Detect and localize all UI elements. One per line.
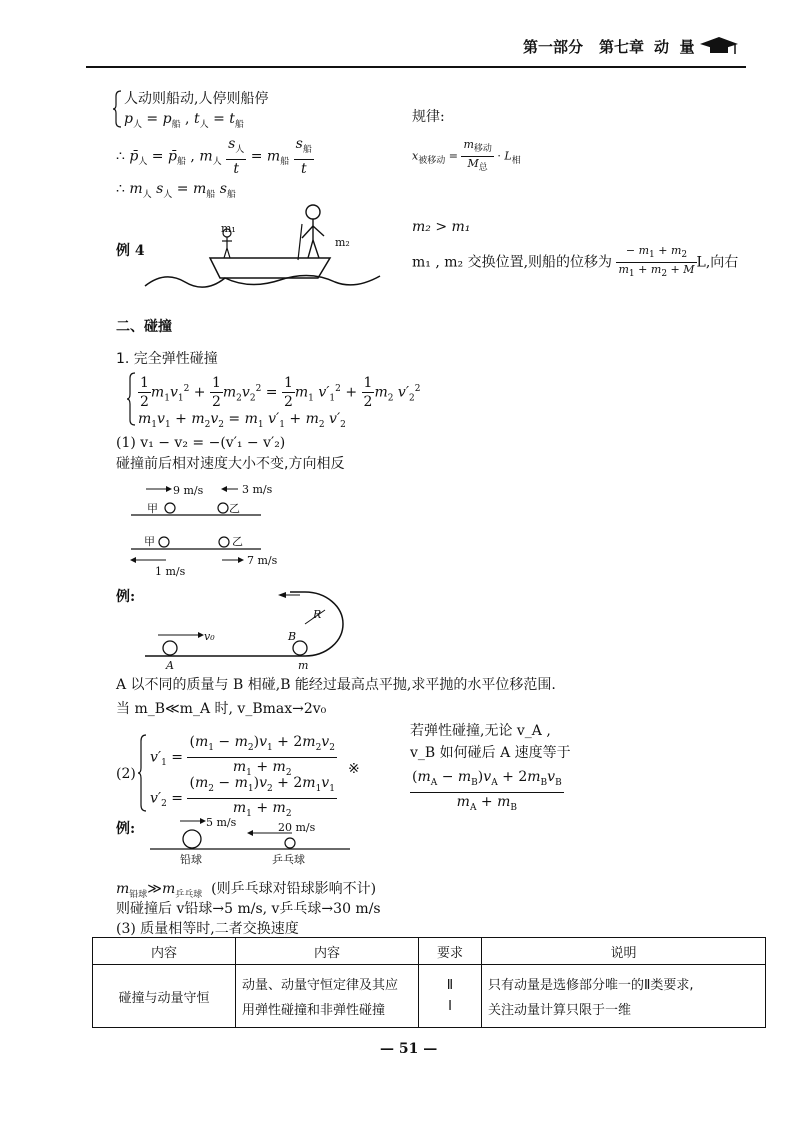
- table-cell-topic: 碰撞与动量守恒: [93, 965, 236, 1028]
- loop-track-diagram: [140, 580, 360, 670]
- displacement-eq: ∴ $m_人$ $s_人 = m_船$ $s_船$: [116, 181, 236, 200]
- boat-m1-label: m₁: [221, 222, 236, 235]
- lead-ball-velocity: 5 m/s: [206, 816, 237, 829]
- loop-mass-label: m: [298, 659, 309, 672]
- boat-diagram: [140, 198, 400, 298]
- brace-symbol: [138, 734, 148, 812]
- rule-label: 规律:: [412, 109, 445, 125]
- diagram1-v2-label: 3 m/s: [242, 483, 273, 496]
- loop-v0-label: v₀: [204, 630, 215, 643]
- table-header: 说明: [482, 938, 766, 965]
- note-line-2: v_B 如何碰后 A 速度等于: [410, 745, 571, 761]
- header-title: 动 量: [654, 38, 695, 56]
- example-loop-label: 例:: [116, 589, 136, 605]
- brace-line-1: 人动则船动,人停则船停: [124, 91, 269, 107]
- table-row: [93, 965, 766, 1028]
- table-header-row: [93, 938, 766, 965]
- brace-symbol: [113, 90, 123, 128]
- requirements-table: [92, 937, 766, 1028]
- section-heading-collision: 二、碰撞: [116, 319, 172, 335]
- example-ball-label: 例:: [116, 821, 136, 837]
- content-line-2: 用弹性碰撞和非弹性碰撞: [242, 1003, 386, 1018]
- equal-mass-text: (3) 质量相等时,二者交换速度: [116, 921, 299, 937]
- subheading-elastic: 1. 完全弹性碰撞: [116, 351, 218, 367]
- swap-statement: [412, 244, 738, 281]
- note-cell-line-1: 只有动量是选修部分唯一的Ⅱ类要求,: [488, 978, 694, 993]
- graduation-cap-icon: [698, 34, 740, 56]
- diagram1-ball-b-label: 乙: [229, 502, 240, 515]
- loop-question: A 以不同的质量与 B 相碰,B 能经过最高点平抛,求平抛的水平位移范围.: [116, 677, 556, 693]
- note-mark: ※: [348, 761, 360, 777]
- table-cell-requirement: [419, 965, 482, 1028]
- mass-comparison-note: (则乒乓球对铅球影响不计): [211, 881, 377, 897]
- mass-comparison: $m_{铅球}≫m_{乒乓球}$ (则乒乓球对铅球影响不计): [116, 881, 377, 900]
- requirement-line-1: Ⅱ: [446, 978, 454, 993]
- limit-statement: 当 m_B≪m_A 时, v_Bmax→2v₀: [116, 701, 327, 717]
- loop-ball-b-label: B: [288, 630, 297, 643]
- pingpong-ball-label: 乒乓球: [272, 853, 305, 866]
- note-line-1: 若弹性碰撞,无论 v_A ,: [410, 723, 551, 739]
- note-cell-line-2: 关注动量计算只限于一维: [488, 1003, 632, 1018]
- ball-collision-diagram: [150, 815, 350, 855]
- header-part: 第一部分: [523, 38, 584, 56]
- diagram2-v1-label: 1 m/s: [155, 565, 186, 578]
- pingpong-velocity: 20 m/s: [278, 821, 316, 834]
- rule-condition: m₂ > m₁: [412, 219, 471, 235]
- relative-velocity-eq: (1) v₁ − v₂ = −(v′₁ − v′₂): [116, 435, 286, 451]
- loop-radius-label: R: [313, 608, 322, 621]
- diagram2-ball-a-label: 甲: [144, 535, 155, 548]
- relative-velocity-text: 碰撞前后相对速度大小不变,方向相反: [116, 456, 345, 472]
- page-number: — 51 —: [380, 1041, 438, 1057]
- content-line-1: 动量、动量守恒定律及其应: [242, 978, 399, 993]
- swap-text-before: m₁ , m₂ 交换位置,则船的位移为: [412, 254, 613, 271]
- momentum-eq: $m_1v_1 + m_2v_2 = m_1$ $v'_1 + m_2$ $v'_2$: [138, 411, 346, 430]
- note-formula: $\frac{(m_A - m_B)v_A + 2m_Bv_B}{m_A + m_B}$: [412, 769, 562, 813]
- eq2-label: (2): [116, 766, 136, 782]
- header-chapter: 第七章: [599, 38, 645, 56]
- lead-ball-label: 铅球: [180, 853, 202, 866]
- energy-eq: $\frac{1}{2}$ $m_1v_1^2$ + $\frac{1}{2}$ $m_2v_2^2$ = $\frac{1}{2}$ $m_1$ $v'_1^2$ + $\frac{1}{2}$ $m_2$ $v'_2^2$: [140, 375, 421, 410]
- table-header: 要求: [419, 938, 482, 965]
- brace-line-2: $p_人 = p_船$ , $t_人 = t_船$: [124, 111, 244, 130]
- example-4-label: 例 4: [116, 243, 145, 259]
- diagram2-ball-b-label: 乙: [232, 535, 243, 548]
- table-cell-note: [482, 965, 766, 1028]
- header-rule: [86, 66, 746, 68]
- v2-prime-eq: $v'_2$ = $\frac{(m_2 - m_1)v_2 + 2m_1v_1}{m_1 + m_2}$: [150, 775, 335, 819]
- diagram1-ball-a-label: 甲: [147, 502, 158, 515]
- boat-m2-label: m₂: [335, 236, 350, 249]
- avg-momentum-eq: ∴ $p̄_人$ = $p̄_船$ , $m_人$ $\frac{s_人}{t}$ = $m_船$ $\frac{s_船}{t}$: [116, 136, 312, 177]
- table-cell-content: [236, 965, 419, 1028]
- table-header: 内容: [93, 938, 236, 965]
- table-header: 内容: [236, 938, 419, 965]
- rule-formula: $x_{被移动}$ = $\frac{m_{移动}}{M_总}$ · $L_相$: [412, 138, 521, 174]
- brace-symbol: [127, 372, 137, 426]
- v1-prime-eq: $v'_1$ = $\frac{(m_1 - m_2)v_1 + 2m_2v_2}{m_1 + m_2}$: [150, 734, 335, 778]
- swap-text-after: L,向右: [696, 254, 739, 271]
- swap-fraction: $\frac{- m_1 + m_2}{m_1 + m_2 + M}$: [618, 244, 695, 280]
- diagram1-v1-label: 9 m/s: [173, 484, 204, 497]
- after-collision-text: 则碰撞后 v铅球→5 m/s, v乒乓球→30 m/s: [116, 901, 381, 917]
- loop-ball-a-label: A: [166, 659, 174, 672]
- requirement-line-2: Ⅰ: [448, 999, 452, 1014]
- diagram2-v2-label: 7 m/s: [247, 554, 278, 567]
